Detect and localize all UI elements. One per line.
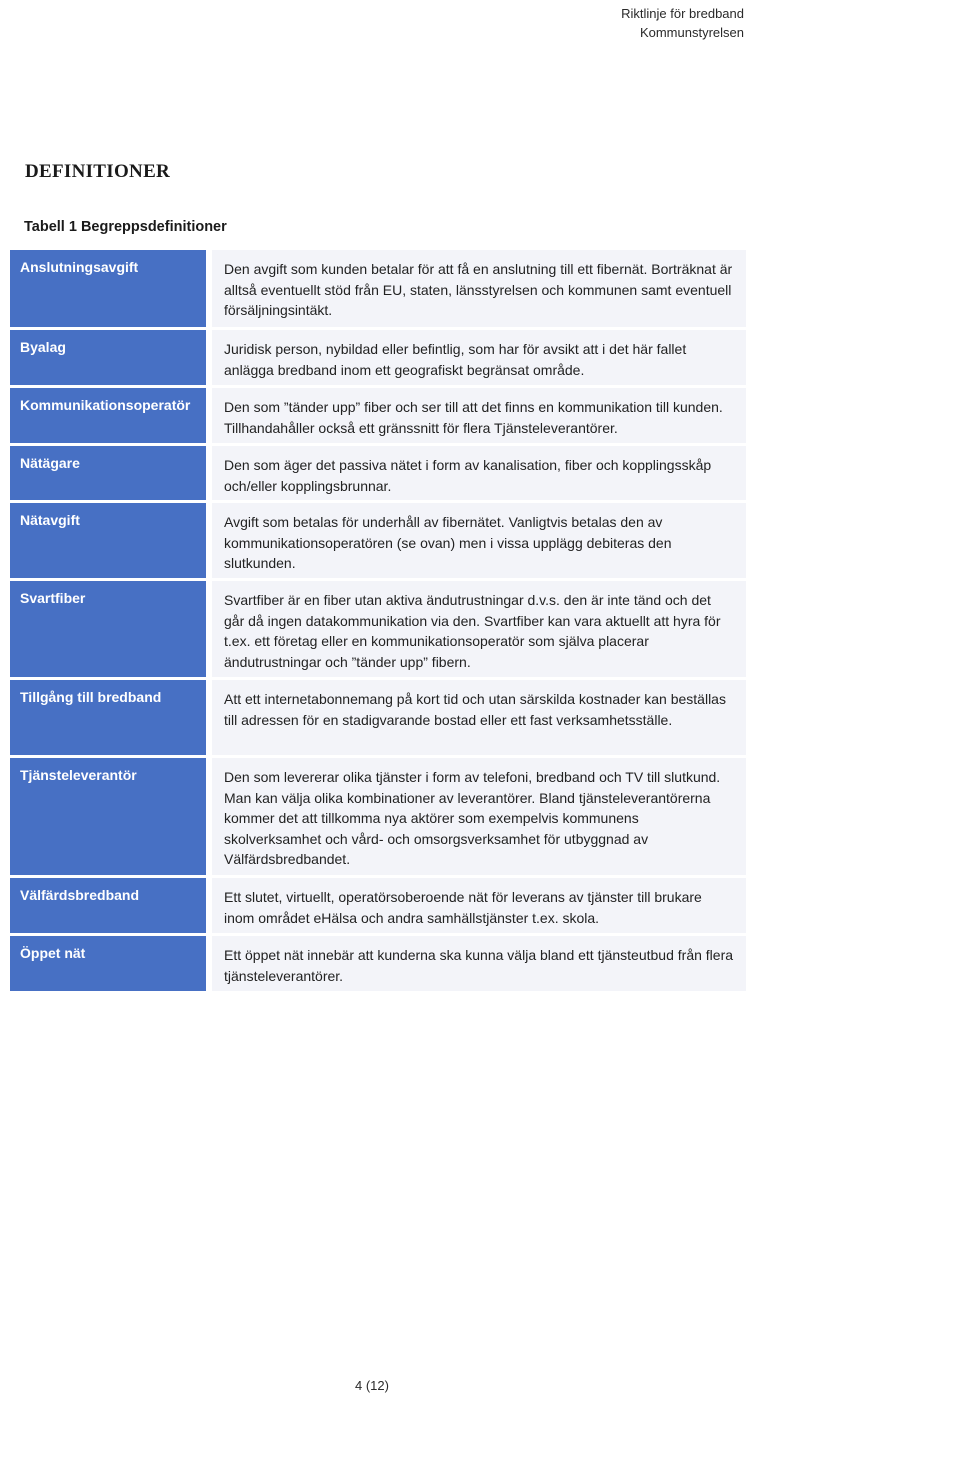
- definition-row-byalag: [10, 330, 746, 388]
- definitions-table: [10, 250, 746, 994]
- definition-cell: Den avgift som kunden betalar för att få en anslutning till ett fibernät. Borträknat är alltså eventuellt stöd från EU, staten, länsstyrelsen och kommunen samt eventuell försäljningsintäkt.: [212, 250, 746, 330]
- term-cell: Svartfiber: [10, 581, 206, 680]
- term-cell: Anslutningsavgift: [10, 250, 206, 330]
- definition-row-kommunikationsoperator: [10, 388, 746, 446]
- definition-cell: Den som äger det passiva nätet i form av kanalisation, fiber och kopplingsskåp och/eller kopplingsbrunnar.: [212, 446, 746, 503]
- definition-cell: Ett slutet, virtuellt, operatörsoberoende nät för leverans av tjänster till brukare inom området eHälsa och andra samhällstjänster t.ex. skola.: [212, 878, 746, 936]
- definition-row-oppet-nat: [10, 936, 746, 994]
- document-header: [621, 4, 744, 42]
- definition-cell: Juridisk person, nybildad eller befintlig, som har för avsikt att i det här fallet anlägga bredband inom ett geografiskt begränsat område.: [212, 330, 746, 388]
- definition-row-natagare: [10, 446, 746, 503]
- definition-cell: Den som ”tänder upp” fiber och ser till att det finns en kommunikation till kunden. Tillhandahåller också ett gränssnitt för flera Tjänsteleverantörer.: [212, 388, 746, 446]
- definition-cell: Ett öppet nät innebär att kunderna ska kunna välja bland ett tjänsteutbud från flera tjänsteleverantörer.: [212, 936, 746, 994]
- definition-cell: Svartfiber är en fiber utan aktiva ändutrustningar d.v.s. den är inte tänd och det går då ingen datakommunikation via den. Svartfiber kan vara aktuellt att hyra för t.ex. ett företag eller en kommunikationsoperatör som själva placerar ändutrustningar och ”tänder upp” fibern.: [212, 581, 746, 680]
- term-cell: Kommunikationsoperatör: [10, 388, 206, 446]
- term-cell: Byalag: [10, 330, 206, 388]
- definition-row-natavgift: [10, 503, 746, 581]
- definition-row-svartfiber: [10, 581, 746, 680]
- definition-row-tjansteleverantor: [10, 758, 746, 878]
- definition-cell: Att ett internetabonnemang på kort tid och utan särskilda kostnader kan beställas till adressen för en stadigvarande bostad eller ett fast verksamhetsställe.: [212, 680, 746, 758]
- header-document-title: Riktlinje för bredband: [621, 6, 744, 21]
- table-caption: Tabell 1 Begreppsdefinitioner: [24, 219, 227, 235]
- definition-cell: Den som levererar olika tjänster i form av telefoni, bredband och TV till slutkund. Man kan välja olika kombinationer av leverantörer. Bland tjänsteleverantörerna kommer det att tillkomma nya aktörer som exempelvis kommunens skolverksamhet och vård- och omsorgsverksamhet för utbyggnad av Välfärdsbredbandet.: [212, 758, 746, 878]
- header-department: Kommunstyrelsen: [639, 25, 744, 40]
- term-cell: Nätägare: [10, 446, 206, 503]
- term-cell: Nätavgift: [10, 503, 206, 581]
- definition-row-anslutningsavgift: [10, 250, 746, 330]
- definition-row-valfardsbredband: [10, 878, 746, 936]
- page-number: 4 (12): [355, 1378, 389, 1393]
- term-cell: Tillgång till bredband: [10, 680, 206, 758]
- definition-cell: Avgift som betalas för underhåll av fibernätet. Vanligtvis betalas den av kommunikationsoperatören (se ovan) men i vissa upplägg debiteras den slutkunden.: [212, 503, 746, 581]
- term-cell: Välfärdsbredband: [10, 878, 206, 936]
- section-title: DEFINITIONER: [25, 161, 171, 182]
- definition-row-tillgang-till-bredband: [10, 680, 746, 758]
- term-cell: Tjänsteleverantör: [10, 758, 206, 878]
- term-cell: Öppet nät: [10, 936, 206, 994]
